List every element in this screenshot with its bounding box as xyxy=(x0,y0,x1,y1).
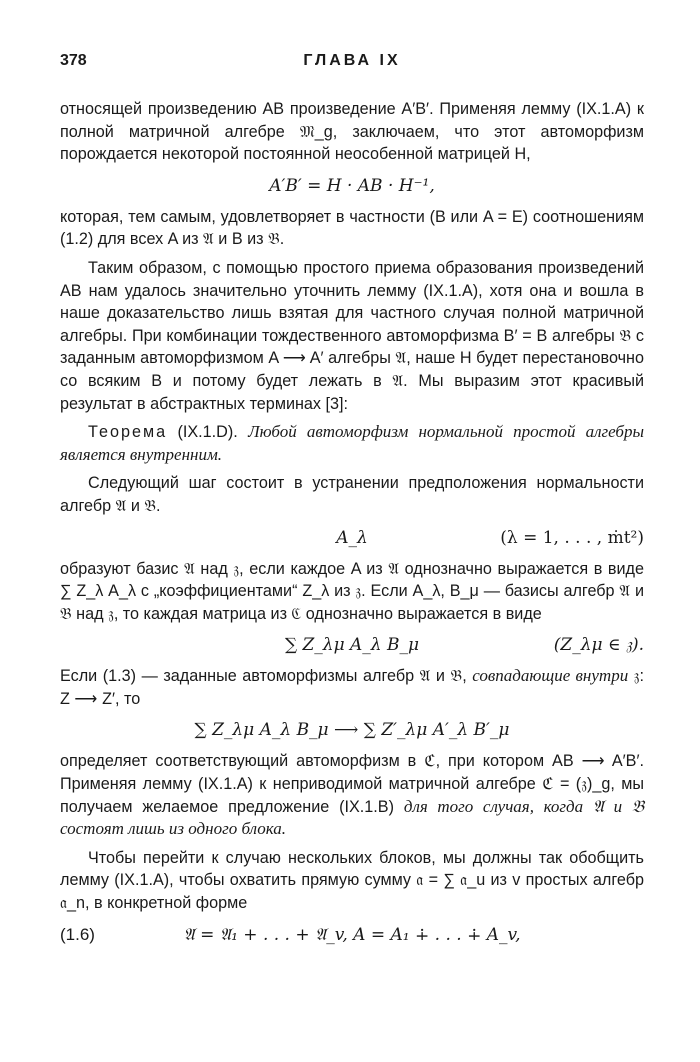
equation-row xyxy=(60,625,644,665)
emphasis: для того случая, когда 𝔄 и 𝔅 состоят лишь из одного блока. xyxy=(60,796,644,839)
body-text xyxy=(60,98,644,955)
formula-range: (λ = 1, . . . , ṁt²) xyxy=(500,527,644,548)
paragraph: образуют базис 𝔄 над 𝔷, если каждое A из 𝔄 однозначно выражается в виде ∑ Z_λ A_λ с „коэффициентами“ Z_λ из 𝔷. Если A_λ, B_μ — базисы алгебр 𝔄 и 𝔅 над 𝔷, то каждая матрица из ℭ однозначно выражается в виде xyxy=(60,559,644,623)
paragraph: Таким образом, с помощью простого приема образования произведений AB нам удалось значительно уточнить лемму (IX.1.A), хотя она и вошла в наше доказательство лишь взятая для частного случая полной матричной алгебры. При комбинации тождественного автоморфизма B′ = B алгебры 𝔅 с заданным автоморфизмом A ⟶ A′ алгебры 𝔄, наше H будет перестановочно со всяким B и потому будет лежать в 𝔄. Мы выразим этот красивый результат в абстрактных терминах [3]: xyxy=(60,258,644,413)
emphasis: совпадающие внутри xyxy=(472,666,629,686)
equation-row xyxy=(60,710,644,750)
formula: ∑ Z_λμ A_λ B_μ ⟶ ∑ Z′_λμ A′_λ B′_μ xyxy=(194,720,510,741)
equation-number: (1.6) xyxy=(60,924,95,944)
paragraph: которая, тем самым, удовлетворяет в частности (B или A = E) соотношениям (1.2) для всех A из 𝔄 и B из 𝔅. xyxy=(60,207,644,249)
equation-row xyxy=(60,166,644,206)
paragraph: определяет соответствующий автоморфизм в ℭ, при котором AB ⟶ A′B′. Применяя лемму (IX.1.A) к неприводимой матричной алгебре ℭ = (𝔷)_g, мы получаем желаемое предложение (IX.1.B) для того случая, когда 𝔄 и 𝔅 состоят лишь из одного блока. xyxy=(60,752,644,839)
equation-row xyxy=(60,915,644,955)
theorem-reference: (IX.1.D). xyxy=(177,423,238,442)
chapter-title: ГЛАВА IX xyxy=(303,52,401,69)
equation-row xyxy=(60,518,644,558)
formula-condition: (Z_λμ ∈ 𝔷). xyxy=(553,635,644,656)
theorem-statement: Любой автоморфизм нормальной простой алгебры является внутренним. xyxy=(60,422,644,464)
formula: 𝔄 = 𝔄₁ + . . . + 𝔄_v, A = A₁ ∔ . . . ∔ A_v, xyxy=(183,924,521,945)
paragraph: Чтобы перейти к случаю нескольких блоков, мы должны так обобщить лемму (IX.1.A), чтобы охватить прямую сумму 𝔞 = ∑ 𝔞_u из v простых алгебр 𝔞_n, в конкретной форме xyxy=(60,848,644,913)
formula: A′B′ = H · AB · H⁻¹, xyxy=(269,175,435,196)
paragraph: Следующий шаг состоит в устранении предположения нормальности алгебр 𝔄 и 𝔅. xyxy=(60,474,644,515)
formula: A_λ xyxy=(336,527,368,548)
theorem xyxy=(60,421,644,466)
page-number: 378 xyxy=(60,52,87,69)
formula: ∑ Z_λμ A_λ B_μ xyxy=(284,635,420,656)
paragraph: относящей произведению AB произведение A′B′. Применяя лемму (IX.1.A) к полной матричной алгебре 𝔐_g, заключаем, что этот автоморфизм порождается некоторой постоянной неособенной матрицей H, xyxy=(60,100,644,164)
theorem-label: Теорема xyxy=(88,423,168,442)
paragraph: Если (1.3) — заданные автоморфизмы алгебр 𝔄 и 𝔅, совпадающие внутри 𝔷: Z ⟶ Z′, то xyxy=(60,666,645,708)
running-header xyxy=(60,52,644,76)
